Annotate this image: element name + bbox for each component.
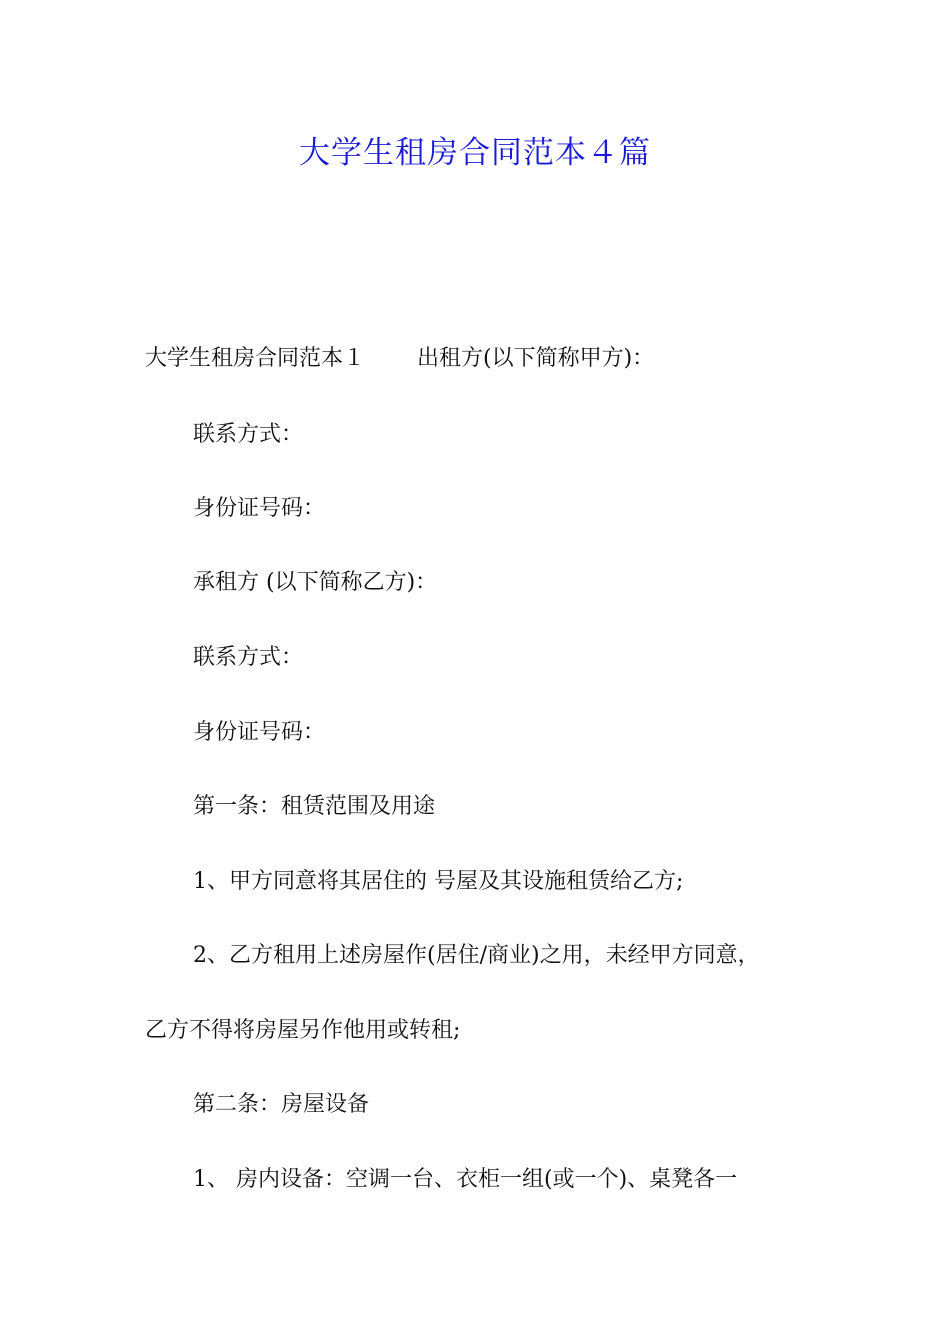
lessor-id-label: 身份证号码： <box>193 496 326 521</box>
article-2-clause-1: 1、 房内设备：空调一台、衣柜一组(或一个)、桌凳各一 <box>193 1167 738 1192</box>
article-1-clause-2: 2、乙方租用上述房屋作(居住/商业)之用，未经甲方同意， <box>193 943 760 968</box>
lessee-contact-label: 联系方式： <box>193 645 304 670</box>
lessee-label: 承租方 (以下简称乙方)： <box>193 570 438 595</box>
contract-heading: 大学生租房合同范本１ <box>145 346 366 371</box>
article-1-heading: 第一条：租赁范围及用途 <box>193 794 436 819</box>
article-1-clause-1: 1、甲方同意将其居住的 号屋及其设施租赁给乙方; <box>193 869 684 894</box>
article-1-clause-2-continued: 乙方不得将房屋另作他用或转租; <box>145 1018 461 1043</box>
article-2-heading: 第二条：房屋设备 <box>193 1092 370 1117</box>
lessor-label: 出租方(以下简称甲方)： <box>417 346 655 371</box>
document-title: 大学生租房合同范本４篇 <box>299 135 651 171</box>
lessee-id-label: 身份证号码： <box>193 720 326 745</box>
lessor-contact-label: 联系方式： <box>193 422 304 447</box>
intro-line <box>145 343 654 375</box>
